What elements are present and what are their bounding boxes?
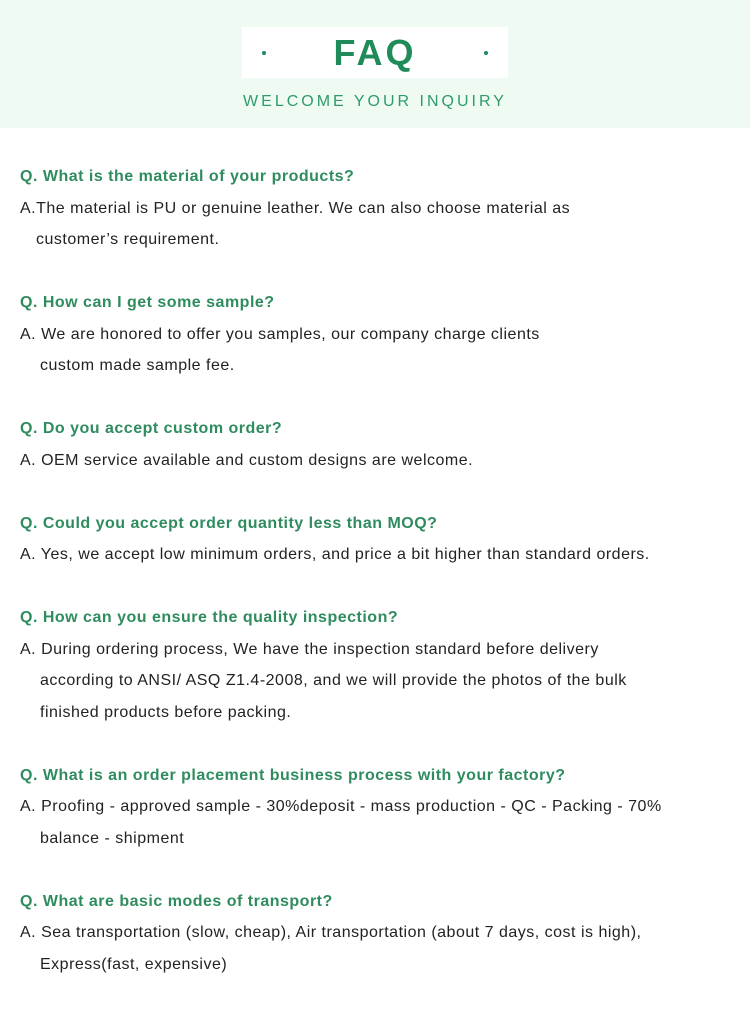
right-dot-icon (484, 51, 488, 55)
faq-answer-transport-line2: Express(fast, expensive) (40, 956, 228, 973)
faq-answer-transport-line1: A. Sea transportation (slow, cheap), Air transportation (about 7 days, cost is high), (20, 924, 642, 941)
faq-question-moq: Q. Could you accept order quantity less than MOQ? (20, 515, 438, 532)
faq-answer-quality-line1: A. During ordering process, We have the inspection standard before delivery (20, 641, 599, 658)
faq-question-material: Q. What is the material of your products? (20, 168, 355, 185)
faq-answer-material-line2: customer’s requirement. (36, 231, 220, 248)
faq-answer-sample-line2: custom made sample fee. (40, 357, 235, 374)
faq-question-quality: Q. How can you ensure the quality inspection? (20, 609, 399, 626)
faq-answer-sample-line1: A. We are honored to offer you samples, our company charge clients (20, 326, 540, 343)
page-title: FAQ (333, 32, 417, 73)
faq-answer-custom-order-line1: A. OEM service available and custom designs are welcome. (20, 452, 474, 469)
faq-header (0, 0, 750, 128)
faq-question-sample: Q. How can I get some sample? (20, 294, 275, 311)
page-subtitle: WELCOME YOUR INQUIRY (243, 93, 507, 110)
faq-title-box (242, 27, 508, 78)
faq-question-custom-order: Q. Do you accept custom order? (20, 420, 283, 437)
faq-question-transport: Q. What are basic modes of transport? (20, 893, 333, 910)
faq-answer-moq-line1: A. Yes, we accept low minimum orders, and price a bit higher than standard orders. (20, 546, 650, 563)
faq-answer-quality-line3: finished products before packing. (40, 704, 292, 721)
faq-answer-process-line2: balance - shipment (40, 830, 185, 847)
faq-answer-quality-line2: according to ANSI/ ASQ Z1.4-2008, and we will provide the photos of the bulk (40, 672, 627, 689)
faq-answer-process-line1: A. Proofing - approved sample - 30%deposit - mass production - QC - Packing - 70% (20, 798, 662, 815)
faq-question-process: Q. What is an order placement business process with your factory? (20, 767, 566, 784)
faq-answer-material-line1: A.The material is PU or genuine leather. We can also choose material as (20, 200, 571, 217)
